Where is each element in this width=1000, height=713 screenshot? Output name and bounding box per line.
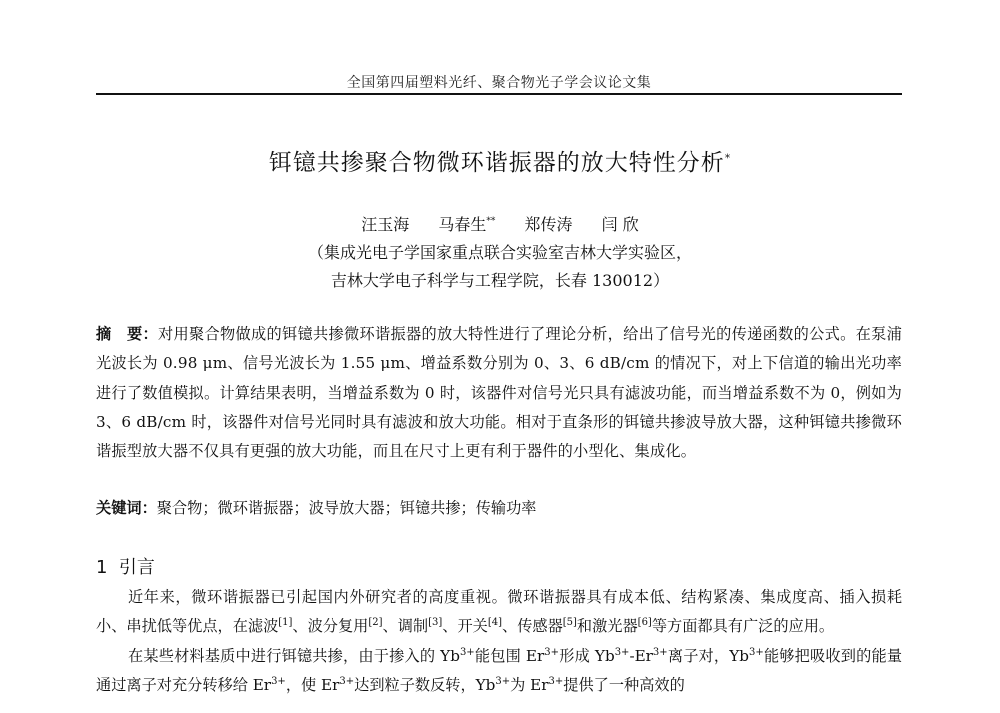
text-run: 形成 Yb: [559, 646, 615, 665]
text-run: 近年来，微环谐振器已引起国内外研究者的高度重视。微环谐振器具有成本低、结构紧凑、集成度高、插入损耗小、串扰低等优点，在滤波: [96, 588, 902, 636]
superscript: 3+: [544, 646, 560, 658]
keywords-label: 关键词：: [96, 499, 157, 517]
superscript: 3+: [271, 675, 286, 687]
text-run: 、开关: [442, 617, 488, 636]
section-heading: [96, 553, 155, 579]
author-name: 闫 欣: [601, 215, 639, 234]
abstract-text: 对用聚合物做成的铒镱共掺微环谐振器的放大特性进行了理论分析，给出了信号光的传递函数的公式。在泵浦光波长为 0.98 μm、信号光波长为 1.55 μm、增益系数分别为 0、3、6 dB/cm 的情况下，对上下信道的输出光功率进行了数值模拟。计算结果表明，当增益系数为 0 时，该器件对信号光只具有滤波功能，而当增益系数不为 0，例如为 3、6 dB/cm 时，该器件对信号光同时具有滤波和放大功能。相对于直条形的铒镱共掺波导放大器，这种铒镱共掺微环谐振型放大器不仅具有更强的放大功能，而且在尺寸上更有利于器件的小型化、集成化。: [96, 325, 902, 461]
citation: [2]: [368, 617, 383, 629]
citation: [4]: [487, 617, 502, 629]
header-rule: [96, 93, 902, 95]
author-list: [0, 212, 1000, 235]
text-run: 等方面都具有广泛的应用。: [651, 617, 835, 636]
superscript: 3+: [339, 675, 355, 687]
running-header: 全国第四届塑料光纤、聚合物光子学会议论文集: [346, 75, 652, 91]
text-run: 为 Er: [510, 675, 549, 694]
author-mark: **: [486, 216, 496, 227]
text-run: 和激光器: [576, 617, 638, 636]
author-name: 汪玉海: [361, 215, 410, 234]
superscript: 3+: [495, 675, 511, 687]
text-run: 离子对，Yb: [667, 646, 750, 665]
superscript: 3+: [548, 675, 564, 687]
author: [361, 215, 409, 234]
citation: [5]: [562, 617, 577, 629]
author: [602, 215, 639, 234]
keywords: [96, 497, 902, 518]
author: [438, 215, 495, 234]
text-run: ，使 Er: [285, 675, 340, 694]
author-name: 马春生: [438, 215, 487, 234]
citation: [6]: [637, 617, 652, 629]
text-run: 能包围 Er: [474, 646, 545, 665]
title-footnote-mark: *: [724, 151, 732, 165]
body-text: [96, 583, 902, 700]
text-run: 、波分复用: [292, 617, 369, 636]
superscript: 3+: [652, 646, 668, 658]
keywords-text: 聚合物；微环谐振器；波导放大器；铒镱共掺；传输功率: [156, 499, 537, 517]
text-run: -Er: [629, 646, 653, 665]
text-run: 达到粒子数反转，Yb: [354, 675, 496, 694]
text-run: 、调制: [382, 617, 429, 636]
author: [525, 215, 573, 234]
superscript: 3+: [459, 646, 475, 658]
author-name: 郑传涛: [524, 215, 573, 234]
citation: [3]: [428, 617, 443, 629]
text-run: 提供了一种高效的: [563, 675, 685, 694]
section-number: 1: [96, 557, 108, 578]
abstract: [96, 320, 902, 466]
section-title: 引言: [118, 557, 155, 578]
text-run: 在某些材料基质中进行铒镱共掺，由于掺入的 Yb: [128, 646, 460, 665]
paragraph: [96, 583, 902, 642]
title-text: 铒镱共掺聚合物微环谐振器的放大特性分析: [268, 150, 725, 176]
abstract-label: 摘 要：: [96, 325, 159, 343]
paragraph: [96, 642, 902, 701]
paper-title: [0, 144, 1000, 177]
text-run: 能够把吸收到的能量通过离子对充分转移给 Er: [96, 646, 903, 694]
superscript: 3+: [614, 646, 630, 658]
citation: [1]: [278, 617, 293, 629]
text-run: 、传感器: [502, 617, 563, 636]
affiliation-line-2: 吉林大学电子科学与工程学院，长春 130012）: [330, 271, 670, 290]
superscript: 3+: [749, 646, 764, 658]
affiliation-line-1: （集成光电子学国家重点联合实验室吉林大学实验区，: [307, 243, 692, 262]
